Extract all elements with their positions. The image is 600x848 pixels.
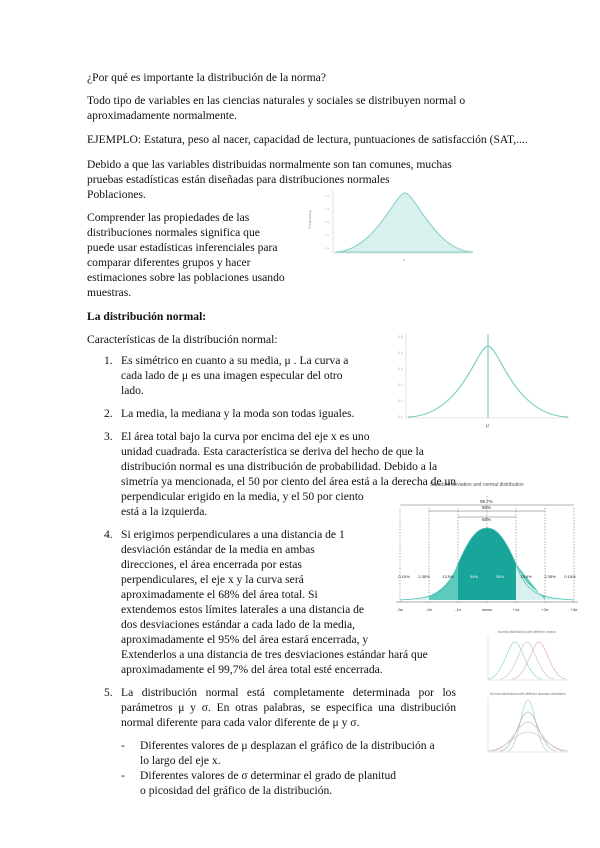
axis-tick-label: +3σ — [570, 607, 578, 612]
region-percent-label: 34% — [469, 574, 479, 579]
list-item-line: cada lado de μ es una imagen especular del otro — [121, 369, 343, 382]
svg-text:0.1: 0.1 — [398, 399, 403, 403]
list-item-line: dos desviaciones estándar a cada lado de la media, — [121, 618, 356, 631]
bullet-line: lo largo del eje x. — [140, 754, 221, 767]
axis-tick-label: -2σ — [425, 607, 433, 612]
symmetric-curve-figure — [392, 328, 572, 430]
region-percent-label: 2.35% — [418, 574, 430, 579]
svg-text:0.2: 0.2 — [398, 383, 403, 387]
svg-text:0.4: 0.4 — [398, 351, 403, 355]
bell-curve-figure — [305, 185, 475, 267]
svg-text:0.5: 0.5 — [398, 335, 403, 339]
list-number: 2. — [104, 407, 113, 420]
figure-title: Standard deviation and normal distribution — [430, 482, 524, 488]
different-std-figure — [478, 690, 570, 760]
intro-paragraph-3-line: comparar diferentes grupos y hacer — [87, 256, 251, 269]
intro-paragraph-3-line: Comprender las propiedades de las — [87, 211, 250, 224]
x-axis-label: x — [403, 257, 405, 262]
axis-tick-label: -3σ — [396, 607, 404, 612]
figure-title: Normal distributions with different standard deviations — [490, 692, 566, 696]
intro-paragraph-1-line: aproximadamente normalmente. — [87, 109, 238, 122]
figure-title: Normal distributions with different means — [498, 630, 556, 634]
intro-paragraph-3-line: puede usar estadísticas inferenciales para — [87, 241, 278, 254]
mean-label: μ — [486, 423, 489, 429]
list-number: 3. — [104, 430, 113, 443]
axis-tick-label: mean — [481, 607, 493, 612]
region-percent-label: 0.15% — [564, 574, 576, 579]
list-item-line: simetría ya mencionada, el 50 por ciento del área está a la derecha de un — [121, 475, 457, 488]
list-item-line: direcciones, el área encerrada por estas — [121, 558, 302, 571]
coverage-95: 95% — [482, 505, 492, 510]
bullet-line: Diferentes valores de μ desplazan el gráfico de la distribución a — [140, 739, 435, 752]
region-percent-label: 13.5% — [520, 574, 532, 579]
list-number: 1. — [104, 354, 113, 367]
svg-text:0.4: 0.4 — [325, 207, 330, 211]
list-item-line: parámetros μ y σ. En otras palabras, se especifica una distribución — [121, 701, 456, 714]
intro-paragraph-3-line: estimaciones sobre las poblaciones usando — [87, 271, 285, 284]
bullet-line: o picosidad del gráfico de la distribución. — [140, 784, 333, 797]
bullet-dash: - — [121, 769, 125, 782]
list-item-line: aproximadamente el 68% del área total. Si — [121, 588, 318, 601]
list-item-line: está a la izquierda. — [121, 505, 208, 518]
y-axis-label: Frequency — [307, 210, 312, 229]
list-item-line: La media, la mediana y la moda son todas iguales. — [121, 407, 355, 420]
list-item-line: distribución normal es una distribución de probabilidad. Debido a la — [121, 460, 438, 473]
section-subheading: Características de la distribución normal: — [87, 333, 278, 346]
svg-text:0.5: 0.5 — [325, 194, 330, 198]
list-item-line: Si erigimos perpendiculares a una distancia de 1 — [121, 528, 345, 541]
section-heading: La distribución normal: — [87, 310, 207, 323]
svg-text:0.1: 0.1 — [325, 246, 330, 250]
axis-tick-label: -1σ — [454, 607, 462, 612]
list-item-line: normal diferente para cada valor diferente de μ y σ. — [121, 716, 360, 729]
svg-text:0.2: 0.2 — [325, 233, 330, 237]
region-percent-label: 0.15% — [398, 574, 410, 579]
list-item-line: extendemos estos límites laterales a una distancia de — [121, 603, 365, 616]
svg-text:0.0: 0.0 — [398, 415, 403, 419]
list-item-line: aproximadamente el 95% del área estará encerrada, y — [121, 633, 369, 646]
intro-paragraph-2-line: Debido a que las variables distribuidas normalmente son tan comunes, muchas — [87, 158, 452, 171]
different-means-figure — [478, 628, 570, 688]
list-item-line: aproximadamente el 99,7% del área total esté encerrada. — [121, 663, 383, 676]
intro-question: ¿Por qué es importante la distribución de la norma? — [87, 71, 326, 84]
list-item-line: Es simétrico en cuanto a su media, μ . La curva a — [121, 354, 349, 367]
region-percent-label: 13.5% — [442, 574, 454, 579]
intro-paragraph-2-line: Poblaciones. — [87, 188, 146, 201]
list-number: 5. — [104, 686, 113, 699]
intro-paragraph-3-line: muestras. — [87, 286, 132, 299]
list-item-line: La distribución normal está completamente determinada por los — [121, 686, 456, 699]
intro-paragraph-3-line: distribuciones normales significa que — [87, 226, 260, 239]
intro-paragraph-1-line: Todo tipo de variables en las ciencias naturales y sociales se distribuyen normal o — [87, 94, 466, 107]
list-item-line: lado. — [121, 384, 144, 397]
list-item-line: unidad cuadrada. Esta característica se deriva del hecho de que la — [121, 445, 424, 458]
region-percent-label: 2.35% — [544, 574, 556, 579]
axis-tick-label: +1σ — [512, 607, 520, 612]
list-item-line: El área total bajo la curva por encima del eje x es uno — [121, 430, 370, 443]
region-percent-label: 34% — [495, 574, 505, 579]
list-item-line: Extenderlos a una distancia de tres desviaciones estándar hará que — [121, 648, 428, 661]
bullet-line: Diferentes valores de σ determinar el grado de planitud — [140, 769, 397, 782]
std-deviation-figure — [392, 478, 584, 628]
coverage-99-7: 99.7% — [480, 499, 493, 504]
intro-paragraph-2-line: pruebas estadísticas están diseñadas para distribuciones normales — [87, 173, 390, 186]
list-item-line: desviación estándar de la media en ambas — [121, 543, 315, 556]
list-item-line: perpendicular erigido en la media, y el 50 por ciento — [121, 490, 364, 503]
axis-tick-label: +2σ — [541, 607, 549, 612]
list-item-line: perpendiculares, el eje x y la curva será — [121, 573, 304, 586]
svg-text:0.3: 0.3 — [325, 220, 330, 224]
bullet-dash: - — [121, 739, 125, 752]
example-line: EJEMPLO: Estatura, peso al nacer, capacidad de lectura, puntuaciones de satisfacción (SAT,.... — [87, 133, 528, 146]
list-number: 4. — [104, 528, 113, 541]
svg-text:0.3: 0.3 — [398, 367, 403, 371]
coverage-68: 68% — [482, 517, 492, 522]
